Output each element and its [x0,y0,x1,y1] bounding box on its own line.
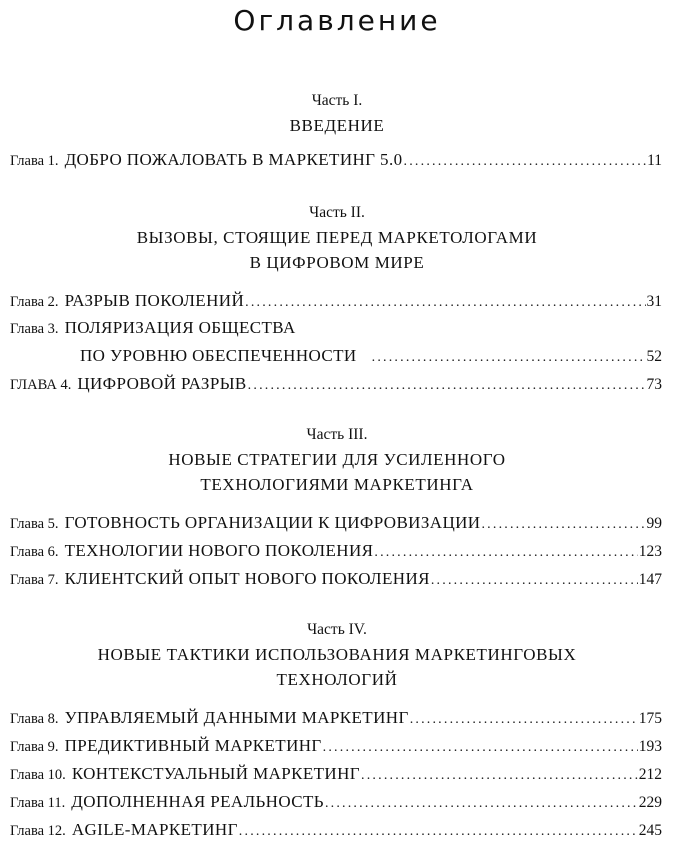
chapter-number: Глава 6. [10,544,59,560]
chapter-number: Глава 11. [10,795,66,811]
chapter-title: ПОЛЯРИЗАЦИЯ ОБЩЕСТВА [64,318,296,337]
dot-leader [404,154,647,170]
chapter-title: УПРАВЛЯЕМЫЙ ДАННЫМИ МАРКЕТИНГ [64,708,409,727]
part-label: Часть I. [311,92,363,109]
dot-leader [374,545,637,561]
page-number: 31 [646,293,662,310]
dot-leader [323,740,638,756]
page-number: 229 [638,794,662,811]
dot-leader [248,378,646,394]
part-label: Часть II. [309,204,365,221]
chapter-number: Глава 12. [10,823,66,839]
chapter-title: ЦИФРОВОЙ РАЗРЫВ [77,374,247,393]
toc-entry[interactable] [10,569,662,591]
toc-entry-continuation[interactable] [80,346,662,368]
part-title-line-1: ВЫЗОВЫ, СТОЯЩИЕ ПЕРЕД МАРКЕТОЛОГАМИ [136,228,538,247]
chapter-number: Глава 5. [10,516,59,532]
page-number: 123 [638,543,662,560]
chapter-title: ДОБРО ПОЖАЛОВАТЬ В МАРКЕТИНГ 5.0 [64,150,403,169]
part-label: Часть IV. [307,621,367,638]
part-title-line-2: ТЕХНОЛОГИЙ [276,670,398,689]
toc-entry-multiline[interactable] [10,318,296,338]
toc-entry[interactable] [10,513,662,535]
page-number: 245 [638,822,662,839]
chapter-title: ТЕХНОЛОГИИ НОВОГО ПОКОЛЕНИЯ [64,541,374,560]
part-title-line-2: ТЕХНОЛОГИЯМИ МАРКЕТИНГА [200,475,474,494]
page-number: 193 [638,738,662,755]
dot-leader [372,350,646,366]
toc-entry[interactable] [10,820,662,842]
page-number: 99 [646,515,662,532]
toc-entry[interactable] [10,291,662,313]
toc-entry[interactable] [10,541,662,563]
dot-leader [410,712,638,728]
chapter-number: ГЛАВА 4. [10,377,72,393]
page-number: 175 [638,710,662,727]
chapter-title: КОНТЕКСТУАЛЬНЫЙ МАРКЕТИНГ [71,764,361,783]
chapter-number: Глава 3. [10,321,59,337]
chapter-number: Глава 8. [10,711,59,727]
chapter-title: ПРЕДИКТИВНЫЙ МАРКЕТИНГ [64,736,322,755]
chapter-title: ГОТОВНОСТЬ ОРГАНИЗАЦИИ К ЦИФРОВИЗАЦИИ [64,513,481,532]
toc-entry[interactable] [10,764,662,786]
dot-leader [481,517,645,533]
page-number: 147 [638,571,662,588]
chapter-number: Глава 7. [10,572,59,588]
chapter-number: Глава 10. [10,767,66,783]
dot-leader [245,295,645,311]
chapter-title: КЛИЕНТСКИЙ ОПЫТ НОВОГО ПОКОЛЕНИЯ [64,569,430,588]
toc-entry[interactable] [10,374,662,396]
toc-entry[interactable] [10,792,662,814]
part-title: ВВЕДЕНИЕ [289,116,385,135]
chapter-title-continuation: ПО УРОВНЮ ОБЕСПЕЧЕННОСТИ [80,346,357,365]
part-title-line-1: НОВЫЕ СТРАТЕГИИ ДЛЯ УСИЛЕННОГО [168,450,506,469]
part-title-line-1: НОВЫЕ ТАКТИКИ ИСПОЛЬЗОВАНИЯ МАРКЕТИНГОВЫХ [97,645,577,664]
page-number: 212 [638,766,662,783]
dot-leader [431,573,638,589]
chapter-number: Глава 2. [10,294,59,310]
chapter-number: Глава 1. [10,153,59,169]
dot-leader [325,796,638,812]
chapter-title: РАЗРЫВ ПОКОЛЕНИЙ [64,291,245,310]
page-number: 73 [646,376,662,393]
page-number: 11 [647,152,662,169]
part-label: Часть III. [306,426,368,443]
chapter-number: Глава 9. [10,739,59,755]
toc-entry[interactable] [10,736,662,758]
page-title: Оглавление [233,4,441,37]
page-number: 52 [646,348,662,365]
part-title-line-2: В ЦИФРОВОМ МИРЕ [249,253,425,272]
toc-entry[interactable] [10,708,662,730]
dot-leader [361,768,638,784]
dot-leader [239,824,638,840]
chapter-title: AGILE-МАРКЕТИНГ [71,820,238,839]
toc-entry[interactable] [10,150,662,172]
chapter-title: ДОПОЛНЕННАЯ РЕАЛЬНОСТЬ [71,792,324,811]
